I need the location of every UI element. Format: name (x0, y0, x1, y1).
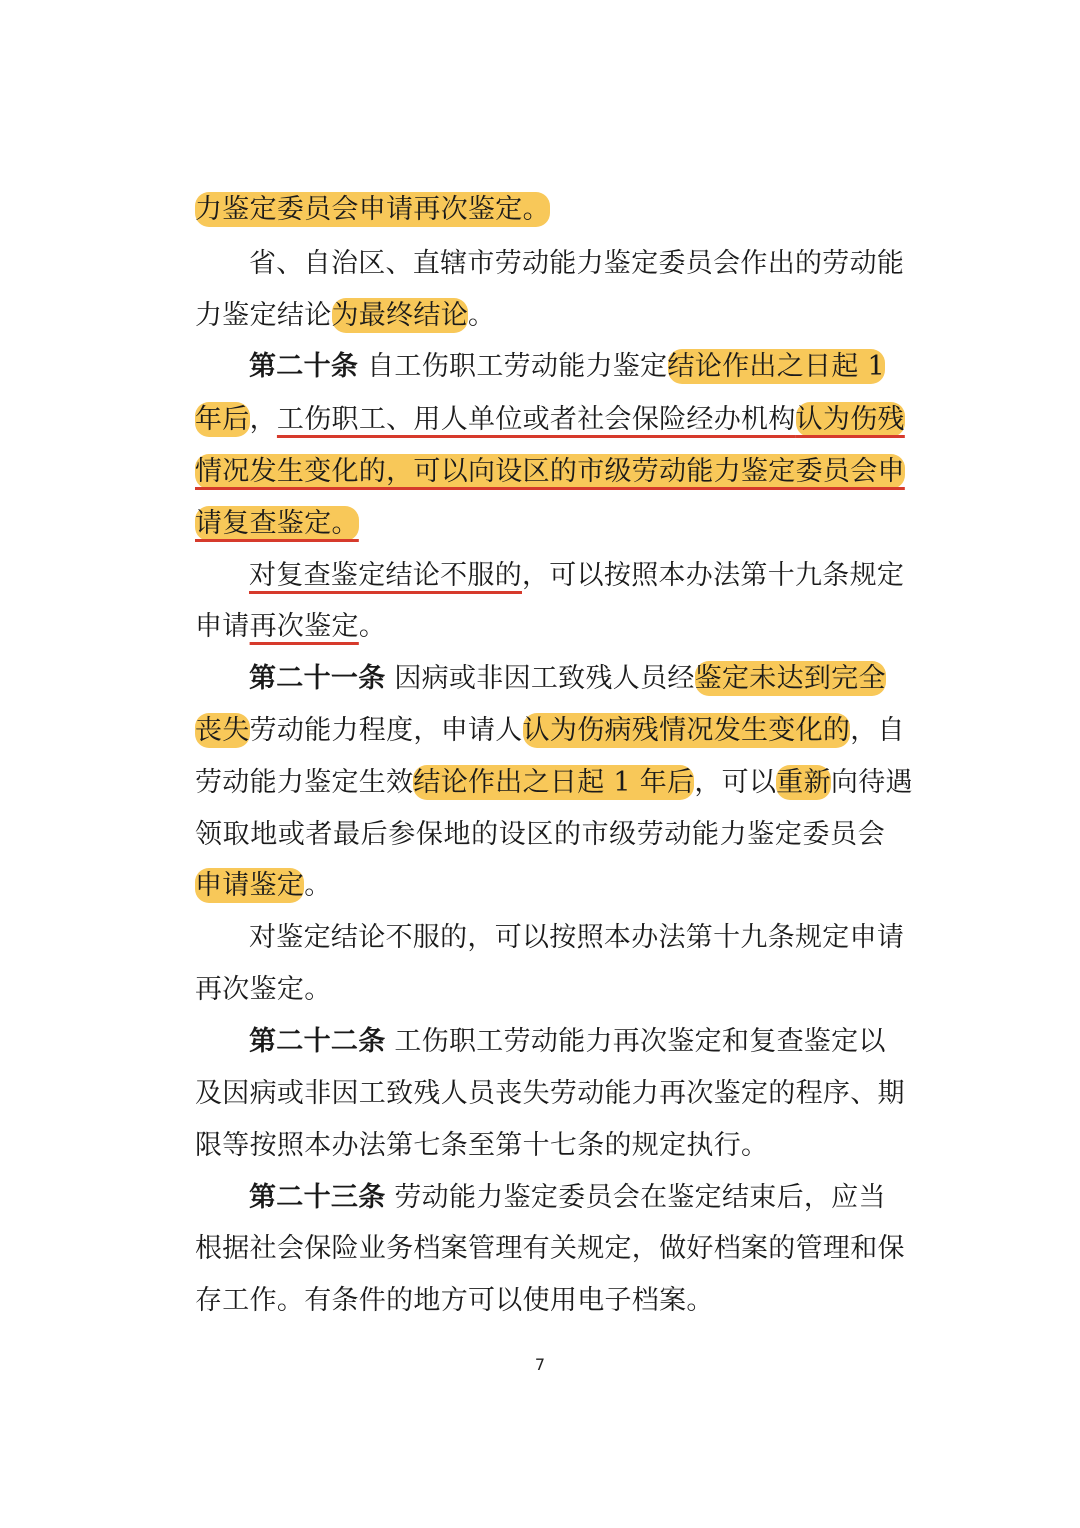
text-span: 领取地或者最后参保地的设区的市级劳动能力鉴定委员会 (195, 819, 885, 850)
text-span: 限等按照本办法第七条至第十七条的规定执行。 (195, 1130, 769, 1161)
text-line (195, 815, 885, 855)
text-span: ，可以按照本办法第十九条规定 (522, 560, 905, 591)
text-line (195, 866, 885, 906)
text-line (195, 1281, 885, 1321)
page-number: 7 (534, 1355, 546, 1374)
text-span: ，自 (850, 715, 905, 746)
text-span: 劳动能力鉴定委员会在鉴定结束后，应当 (385, 1182, 886, 1213)
text-span: 及因病或非因工致残人员丧失劳动能力再次鉴定的程序、期 (195, 1078, 905, 1109)
text-line (249, 347, 885, 387)
text-span: 再次鉴定。 (195, 974, 332, 1005)
text-line (195, 452, 905, 492)
text-line (249, 1022, 885, 1062)
text-span: 自工伤职工劳动能力鉴定 (358, 351, 668, 382)
highlight-underline: 认为伤残 (795, 404, 905, 435)
text-line (249, 659, 885, 699)
text-span: 省、自治区、直辖市劳动能力鉴定委员会作出的劳动能 (249, 248, 905, 279)
highlight: 鉴定未达到完全 (694, 663, 886, 694)
article-heading: 第二十二条 (249, 1026, 386, 1057)
text-line (195, 296, 885, 336)
text-line (249, 244, 905, 284)
text-span: 对鉴定结论不服的，可以按照本办法第十九条规定申请 (249, 922, 905, 953)
text-span: 劳动能力鉴定生效 (195, 767, 414, 798)
text-line (249, 918, 905, 958)
text-span: 。 (304, 870, 332, 901)
text-span: 。 (358, 611, 387, 642)
text-span: 力鉴定结论 (195, 300, 332, 331)
highlight: 年后 (195, 404, 250, 435)
text-line (249, 1178, 885, 1218)
text-line (195, 1229, 905, 1269)
text-line (195, 190, 885, 230)
text-line (195, 400, 905, 440)
text-span: 。 (468, 300, 496, 331)
text-span: 根据社会保险业务档案管理有关规定，做好档案的管理和保 (195, 1233, 905, 1264)
text-span: 因病或非因工致残人员经 (385, 663, 695, 694)
highlight-underline: 请复查鉴定。 (195, 508, 359, 539)
text-line (195, 607, 885, 647)
text-line (195, 1126, 885, 1166)
highlight: 认为伤病残情况发生变化的 (522, 715, 851, 746)
highlight: 重新 (776, 767, 831, 798)
text-span: ， (249, 404, 277, 435)
text-span: 存工作。有条件的地方可以使用电子档案。 (195, 1285, 714, 1316)
article-heading: 第二十一条 (249, 663, 386, 694)
text-line (195, 1074, 905, 1114)
highlight: 丧失 (195, 715, 250, 746)
article-heading: 第二十条 (249, 351, 359, 382)
highlight: 为最终结论 (331, 300, 468, 331)
underline: 工伤职工、用人单位或者社会保险经办机构 (276, 404, 796, 435)
highlight: 力鉴定委员会申请再次鉴定。 (195, 194, 550, 225)
article-heading: 第二十三条 (249, 1182, 386, 1213)
text-span: ，可以 (694, 767, 777, 798)
text-span: 工伤职工劳动能力再次鉴定和复查鉴定以 (385, 1026, 886, 1057)
highlight: 申请鉴定 (195, 870, 305, 901)
underline: 再次鉴定 (249, 611, 359, 642)
text-line (195, 970, 885, 1010)
text-span: 劳动能力程度，申请人 (249, 715, 523, 746)
text-line (195, 763, 913, 803)
highlight: 结论作出之日起 1 (667, 351, 886, 382)
highlight: 结论作出之日起 1 年后 (413, 767, 695, 798)
text-line (195, 504, 885, 544)
highlight-underline: 情况发生变化的，可以向设区的市级劳动能力鉴定委员会申 (195, 456, 905, 487)
text-span: 向待遇 (830, 767, 913, 798)
text-line (195, 711, 905, 751)
text-line (249, 556, 905, 596)
text-span: 申请 (195, 611, 250, 642)
underline: 对复查鉴定结论不服的 (249, 560, 522, 591)
